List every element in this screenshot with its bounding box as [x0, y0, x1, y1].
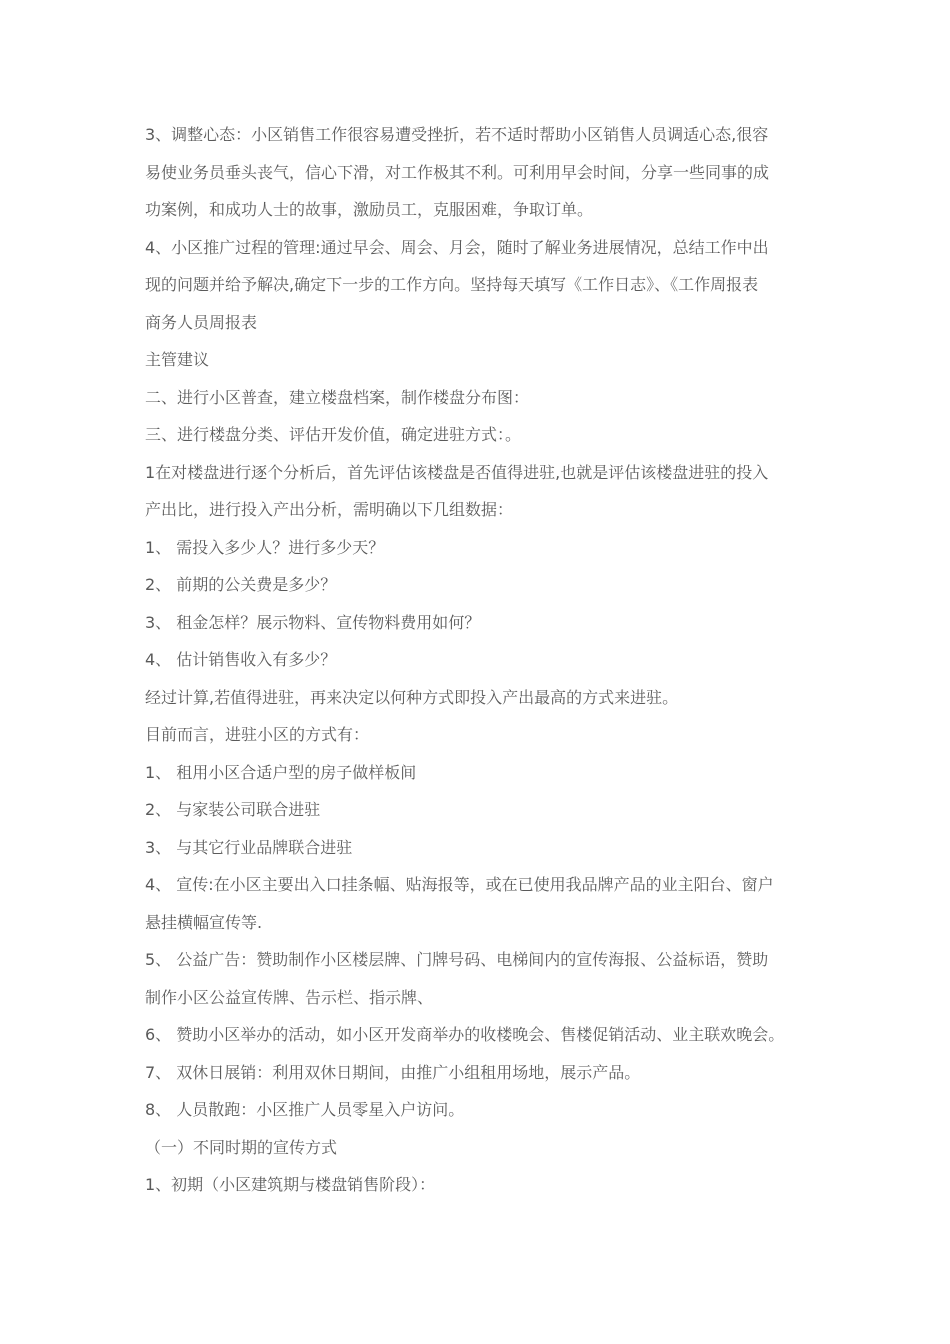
text-line: 4、小区推广过程的管理:通过早会、周会、月会，随时了解业务进展情况，总结工作中出 — [145, 237, 769, 257]
list-item: 2、 与家装公司联合进驻 — [145, 800, 321, 819]
text-line: 1、初期（小区建筑期与楼盘销售阶段）： — [145, 1175, 436, 1194]
section-heading: 二、进行小区普查，建立楼盘档案，制作楼盘分布图： — [145, 387, 530, 407]
list-item: 1、 需投入多少人？进行多少天？ — [145, 537, 385, 557]
list-item: 2、 前期的公关费是多少？ — [145, 575, 337, 594]
section-heading: 主管建议 — [145, 350, 210, 369]
list-item: 8、 人员散跑：小区推广人员零星入户访问。 — [145, 1100, 465, 1119]
text-line: 3、调整心态：小区销售工作很容易遭受挫折，若不适时帮助小区销售人员调适心态,很容 — [145, 125, 769, 144]
text-line: 制作小区公益宣传牌、告示栏、指示牌、 — [145, 987, 434, 1007]
text-line: 目前而言，进驻小区的方式有： — [145, 725, 370, 744]
text-line: 经过计算,若值得进驻，再来决定以何种方式即投入产出最高的方式来进驻。 — [145, 687, 679, 707]
list-item: 3、 与其它行业品牌联合进驻 — [145, 837, 353, 857]
list-item: 6、 赞助小区举办的活动，如小区开发商举办的收楼晚会、售楼促销活动、业主联欢晚会。 — [145, 1025, 785, 1044]
text-line: 易使业务员垂头丧气，信心下滑，对工作极其不利。可利用早会时间，分享一些同事的成 — [145, 162, 770, 182]
text-line: 功案例，和成功人士的故事，激励员工，克服困难，争取订单。 — [145, 200, 594, 219]
list-item: 3、 租金怎样？展示物料、宣传物料费用如何？ — [145, 612, 481, 632]
text-line: 现的问题并给予解决,确定下一步的工作方向。坚持每天填写《工作日志》、《工作周报表 — [145, 275, 759, 294]
list-item: 4、 估计销售收入有多少？ — [145, 650, 337, 669]
text-line: 1在对楼盘进行逐个分析后，首先评估该楼盘是否值得进驻,也就是评估该楼盘进驻的投入 — [145, 462, 769, 482]
text-line: 悬挂横幅宣传等. — [145, 912, 263, 932]
text-line: 商务人员周报表 — [145, 312, 258, 332]
text-line: 产出比，进行投入产出分析，需明确以下几组数据： — [145, 500, 514, 519]
list-item: 4、 宣传:在小区主要出入口挂条幅、贴海报等，或在已使用我品牌产品的业主阳台、窗户 — [145, 875, 774, 894]
section-heading: （一）不同时期的宣传方式 — [145, 1137, 338, 1157]
list-item: 5、 公益广告：赞助制作小区楼层牌、门牌号码、电梯间内的宣传海报、公益标语，赞助 — [145, 950, 769, 969]
document-body — [145, 116, 810, 1204]
section-heading: 三、进行楼盘分类、评估开发价值，确定进驻方式：。 — [145, 425, 522, 444]
list-item: 1、 租用小区合适户型的房子做样板间 — [145, 762, 417, 782]
list-item: 7、 双休日展销：利用双休日期间，由推广小组租用场地，展示产品。 — [145, 1062, 641, 1082]
